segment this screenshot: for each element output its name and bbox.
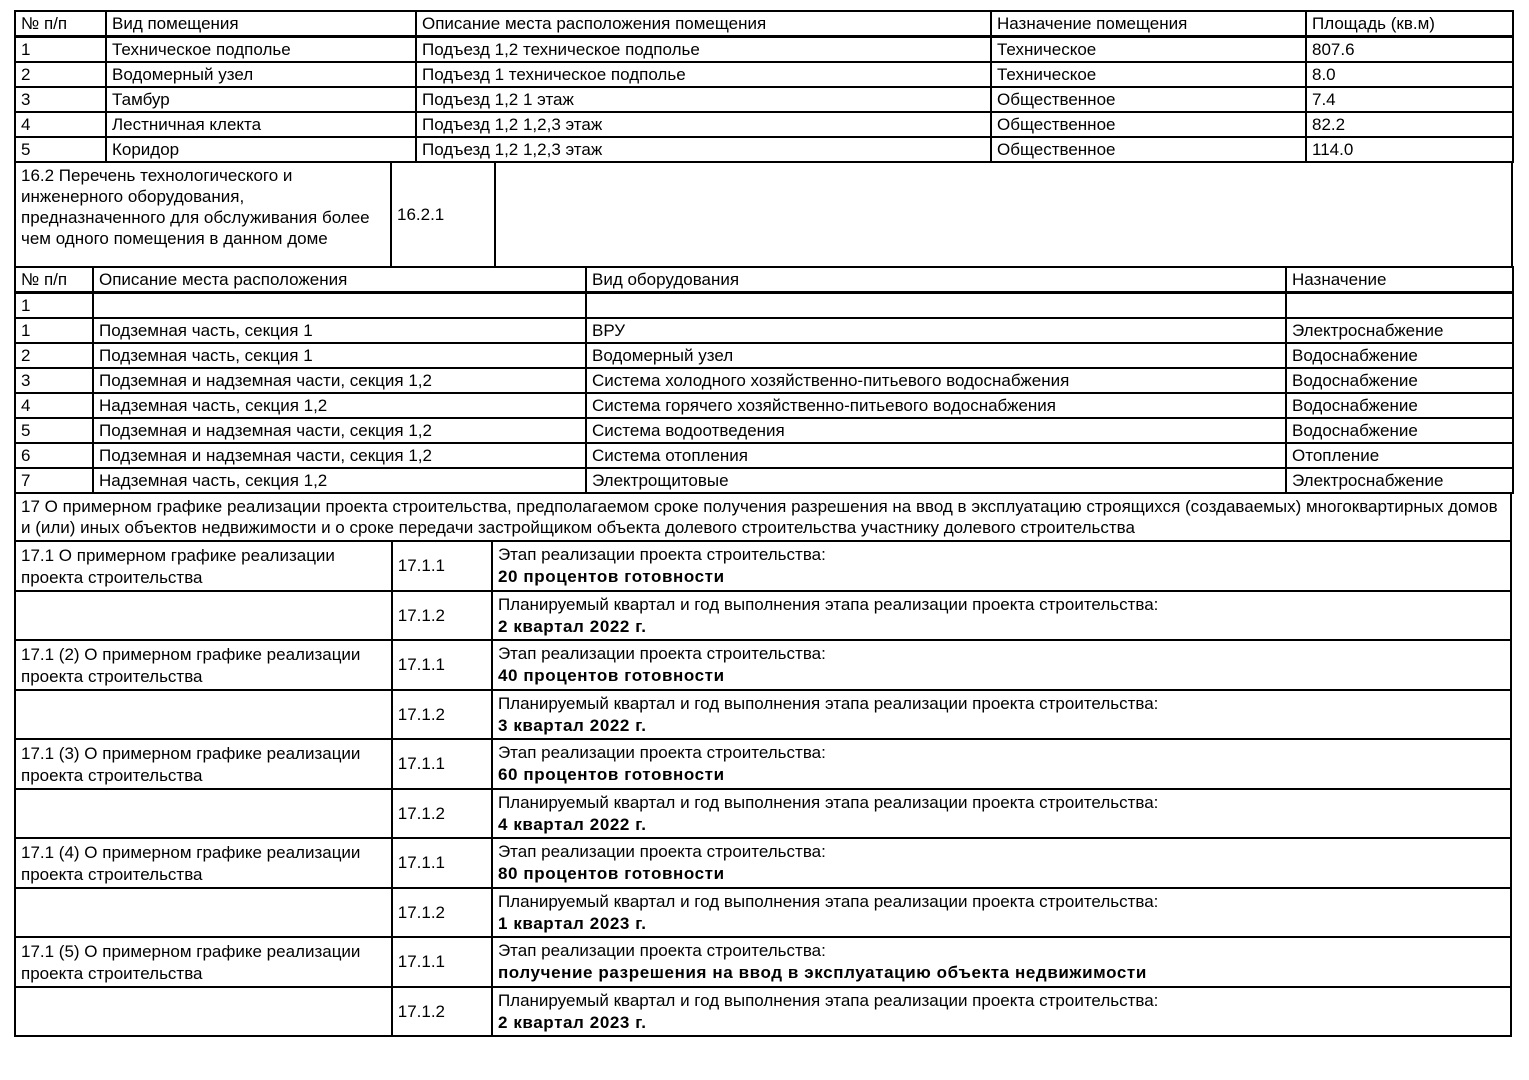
table-cell: Электрощитовые (586, 468, 1286, 493)
table-cell: 1 (15, 37, 106, 63)
period-cell (492, 789, 1511, 838)
table-cell: 82.2 (1306, 112, 1513, 137)
clause-code: 17.1.2 (392, 888, 492, 937)
stage-cell (492, 541, 1511, 591)
table-cell: Техническое (991, 62, 1306, 87)
stage-value: 40 процентов готовности (497, 666, 725, 685)
period-value: 3 квартал 2022 г. (497, 716, 647, 735)
table-cell: Отопление (1286, 443, 1513, 468)
section-16-2-block (14, 161, 1513, 268)
section-17-banner (14, 492, 1512, 542)
period-caption: Планируемый квартал и год выполнения этапа реализации проекта строительства: (497, 892, 1159, 911)
stage-cell (492, 739, 1511, 789)
table-row (15, 62, 1513, 87)
period-caption: Планируемый квартал и год выполнения этапа реализации проекта строительства: (497, 991, 1159, 1010)
table-cell (1286, 293, 1513, 319)
table-cell: Тамбур (106, 87, 416, 112)
period-value: 4 квартал 2022 г. (497, 815, 647, 834)
schedule-block-label: 17.1 (4) О примерном графике реализации проекта строительства (15, 838, 392, 888)
table-cell: 3 (15, 87, 106, 112)
column-header: Вид оборудования (586, 267, 1286, 293)
clause-code: 17.1.2 (392, 789, 492, 838)
period-cell (492, 987, 1511, 1036)
schedule-stage-row (15, 739, 1511, 789)
table-cell: ВРУ (586, 318, 1286, 343)
section-16-2-label: 16.2 Перечень технологического и инженерного оборудования, предназначенного для обслуживания более чем одного помещения в данном доме (15, 162, 391, 267)
period-cell (492, 690, 1511, 739)
premises-table (14, 10, 1514, 163)
table-cell: Водомерный узел (106, 62, 416, 87)
schedule-block-label-empty (15, 987, 392, 1036)
table-cell: Общественное (991, 137, 1306, 162)
table-row (15, 318, 1513, 343)
table-cell: Надземная часть, секция 1,2 (93, 468, 586, 493)
schedule-block-label-empty (15, 888, 392, 937)
schedule-period-row (15, 888, 1511, 937)
table-cell: Коридор (106, 137, 416, 162)
table-cell: 5 (15, 137, 106, 162)
column-header: Описание места расположения помещения (416, 11, 991, 37)
table-row (15, 162, 1512, 267)
table-row (15, 468, 1513, 493)
schedule-block-label-empty (15, 789, 392, 838)
stage-caption: Этап реализации проекта строительства: (497, 743, 826, 762)
table-cell: Водомерный узел (586, 343, 1286, 368)
column-header: Описание места расположения (93, 267, 586, 293)
clause-code: 17.1.1 (392, 838, 492, 888)
period-caption: Планируемый квартал и год выполнения этапа реализации проекта строительства: (497, 694, 1159, 713)
column-header: Назначение помещения (991, 11, 1306, 37)
schedule-period-row (15, 690, 1511, 739)
table-cell: 7 (15, 468, 93, 493)
clause-code: 17.1.1 (392, 640, 492, 690)
table-cell: Подземная и надземная части, секция 1,2 (93, 443, 586, 468)
table-cell: Общественное (991, 112, 1306, 137)
table-cell: Водоснабжение (1286, 418, 1513, 443)
period-value: 1 квартал 2023 г. (497, 914, 647, 933)
table-cell: Подъезд 1,2 1,2,3 этаж (416, 137, 991, 162)
stage-caption: Этап реализации проекта строительства: (497, 545, 826, 564)
table-cell: Надземная часть, секция 1,2 (93, 393, 586, 418)
table-row (15, 418, 1513, 443)
table-row (15, 87, 1513, 112)
schedule-block-label: 17.1 О примерном графике реализации проекта строительства (15, 541, 392, 591)
schedule-stage-row (15, 541, 1511, 591)
table-cell: Система отопления (586, 443, 1286, 468)
table-cell: Лестничная клекта (106, 112, 416, 137)
table-cell: 4 (15, 393, 93, 418)
period-caption: Планируемый квартал и год выполнения этапа реализации проекта строительства: (497, 793, 1159, 812)
schedule-period-row (15, 789, 1511, 838)
period-cell (492, 888, 1511, 937)
table-cell: Подъезд 1 техническое подполье (416, 62, 991, 87)
table-cell: Подъезд 1,2 1,2,3 этаж (416, 112, 991, 137)
table-cell: 6 (15, 443, 93, 468)
table-row (15, 112, 1513, 137)
table-cell: Подземная часть, секция 1 (93, 343, 586, 368)
table-cell: Подземная и надземная части, секция 1,2 (93, 418, 586, 443)
clause-code: 17.1.1 (392, 739, 492, 789)
table-cell: Техническое (991, 37, 1306, 63)
document-content (14, 10, 1512, 1037)
table-cell: 4 (15, 112, 106, 137)
table-cell: Электроснабжение (1286, 318, 1513, 343)
period-value: 2 квартал 2023 г. (497, 1013, 647, 1032)
column-header: Площадь (кв.м) (1306, 11, 1513, 37)
clause-code: 17.1.1 (392, 541, 492, 591)
schedule-table (14, 540, 1512, 1037)
table-cell: Система водоотведения (586, 418, 1286, 443)
schedule-stage-row (15, 937, 1511, 987)
equipment-header-row (15, 267, 1513, 293)
equipment-table (14, 266, 1514, 494)
table-cell: Водоснабжение (1286, 343, 1513, 368)
stage-value: получение разрешения на ввод в эксплуатацию объекта недвижимости (497, 963, 1147, 982)
table-row (15, 393, 1513, 418)
table-cell: Водоснабжение (1286, 368, 1513, 393)
table-cell: 1 (15, 293, 93, 319)
stage-caption: Этап реализации проекта строительства: (497, 941, 826, 960)
table-row (15, 37, 1513, 63)
clause-code: 17.1.2 (392, 987, 492, 1036)
table-cell: 7.4 (1306, 87, 1513, 112)
schedule-block-label: 17.1 (5) О примерном графике реализации проекта строительства (15, 937, 392, 987)
column-header: Назначение (1286, 267, 1513, 293)
table-row (15, 493, 1511, 541)
period-cell (492, 591, 1511, 640)
table-cell: 2 (15, 62, 106, 87)
table-cell: Система горячего хозяйственно-питьевого водоснабжения (586, 393, 1286, 418)
column-header: Вид помещения (106, 11, 416, 37)
table-cell: Система холодного хозяйственно-питьевого водоснабжения (586, 368, 1286, 393)
table-cell: Водоснабжение (1286, 393, 1513, 418)
stage-cell (492, 937, 1511, 987)
table-row (15, 368, 1513, 393)
table-cell: Подземная и надземная части, секция 1,2 (93, 368, 586, 393)
table-cell: 114.0 (1306, 137, 1513, 162)
column-header: № п/п (15, 11, 106, 37)
table-cell: Подъезд 1,2 1 этаж (416, 87, 991, 112)
stage-caption: Этап реализации проекта строительства: (497, 644, 826, 663)
clause-code: 17.1.2 (392, 690, 492, 739)
schedule-block-label-empty (15, 690, 392, 739)
table-cell: 807.6 (1306, 37, 1513, 63)
clause-code: 17.1.1 (392, 937, 492, 987)
table-cell (93, 293, 586, 319)
stage-value: 80 процентов готовности (497, 864, 725, 883)
schedule-block-label: 17.1 (3) О примерном графике реализации проекта строительства (15, 739, 392, 789)
schedule-block-label: 17.1 (2) О примерном графике реализации проекта строительства (15, 640, 392, 690)
table-cell: Подъезд 1,2 техническое подполье (416, 37, 991, 63)
section-16-2-value (495, 162, 1512, 267)
table-cell: Общественное (991, 87, 1306, 112)
stage-value: 60 процентов готовности (497, 765, 725, 784)
stage-cell (492, 838, 1511, 888)
schedule-stage-row (15, 640, 1511, 690)
schedule-block-label-empty (15, 591, 392, 640)
table-row (15, 343, 1513, 368)
clause-code: 17.1.2 (392, 591, 492, 640)
table-cell: 5 (15, 418, 93, 443)
table-cell (586, 293, 1286, 319)
table-cell: 1 (15, 318, 93, 343)
period-caption: Планируемый квартал и год выполнения этапа реализации проекта строительства: (497, 595, 1159, 614)
numbering-row (15, 293, 1513, 319)
schedule-period-row (15, 591, 1511, 640)
schedule-stage-row (15, 838, 1511, 888)
table-cell: 8.0 (1306, 62, 1513, 87)
table-cell: 3 (15, 368, 93, 393)
table-row (15, 443, 1513, 468)
section-17-title: 17 О примерном графике реализации проекта строительства, предполагаемом сроке получения разрешения на ввод в эксплуатацию строящихся (создаваемых) многоквартирных домов и (или) иных объектов недвижимости и о сроке передачи застройщиком объекта долевого строительства участнику долевого строительства (15, 493, 1511, 541)
table-cell: Техническое подполье (106, 37, 416, 63)
section-16-2-code: 16.2.1 (391, 162, 495, 267)
table-cell: Подземная часть, секция 1 (93, 318, 586, 343)
stage-cell (492, 640, 1511, 690)
period-value: 2 квартал 2022 г. (497, 617, 647, 636)
table-row (15, 137, 1513, 162)
table-cell: Электроснабжение (1286, 468, 1513, 493)
table-cell: 2 (15, 343, 93, 368)
premises-header-row (15, 11, 1513, 37)
stage-value: 20 процентов готовности (497, 567, 725, 586)
schedule-period-row (15, 987, 1511, 1036)
column-header: № п/п (15, 267, 93, 293)
stage-caption: Этап реализации проекта строительства: (497, 842, 826, 861)
